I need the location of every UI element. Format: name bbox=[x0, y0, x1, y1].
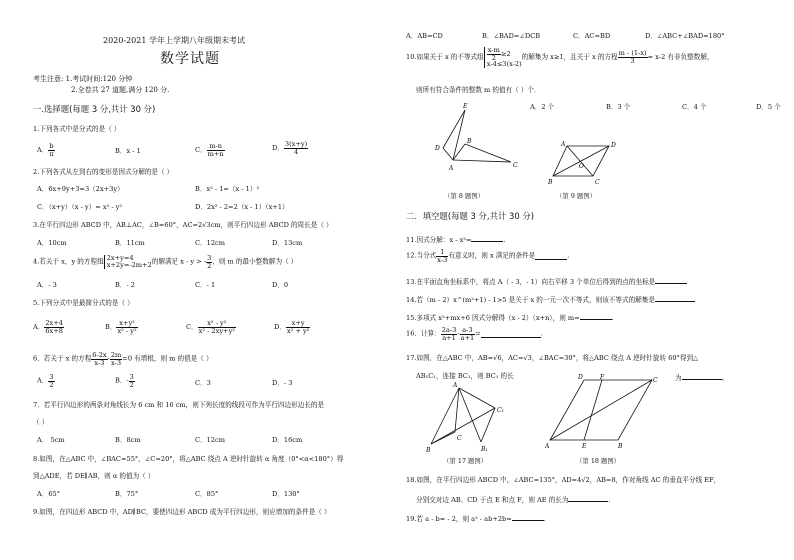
q7-option-d: D．16cm bbox=[272, 436, 303, 444]
question-18: 18.如图，在平行四边形 ABCD 中，∠ABC=135°，AD=4√2，AB=8，作对角线 AC 的垂直平分线 EF， bbox=[406, 476, 721, 484]
fig8-label-c: C bbox=[513, 162, 518, 169]
q8-option-d: D．130° bbox=[272, 490, 300, 498]
q6-option-a: A． $\frac{3}{2}$ bbox=[37, 373, 54, 389]
section-2-heading: 二．填空题(每题 3 分,共计 30 分) bbox=[406, 211, 534, 221]
q10-option-b: B．3 个 bbox=[606, 103, 631, 111]
q2-option-b: B．x² - 1=（x - 1）² bbox=[195, 185, 260, 193]
fig17-edge-ab bbox=[431, 388, 459, 444]
q5-option-c: C． $\frac{\text{x² - y²}}{\text{x² - 2xy+y²}}$ bbox=[186, 319, 235, 335]
fig9-diag-ac bbox=[567, 146, 593, 176]
q1-option-b: B．x - 1 bbox=[115, 147, 141, 155]
fig9-label-d: D bbox=[611, 142, 616, 149]
q8-option-b: B．75° bbox=[115, 490, 139, 498]
question-19: 19.若 a - b= - 2，则 a² - ab+2b= . bbox=[406, 515, 546, 523]
q5-option-b: B． $\frac{\text{x+y²}}{\text{x² - y²}}$ bbox=[105, 319, 137, 335]
figure-18 bbox=[544, 372, 662, 450]
notice-line-2: 2.全卷共 27 道题,满分 120 分. bbox=[71, 86, 170, 94]
q1-option-a: A． $\frac{b}{\pi}$ bbox=[37, 142, 54, 158]
q6-option-d: D．- 3 bbox=[272, 379, 293, 387]
q7-option-a: A． 5cm bbox=[37, 436, 65, 444]
question-14: 14.若（m - 2）x^(m²+1) - 1>5 是关于 x 的一元一次不等式，则该不等式的解集是 bbox=[406, 295, 695, 305]
fig18-perp-ef bbox=[584, 380, 602, 440]
section-1-heading: 一.选择题(每题 3 分,共计 30 分) bbox=[33, 104, 156, 114]
q9-option-c: C．AC=BD bbox=[573, 32, 611, 40]
question-3: 3.在平行四边形 ABCD 中，AB⊥AC，∠B=60°，AC=2√3cm，则平行四边形 ABCD 的周长是（ ） bbox=[33, 221, 333, 229]
q10-option-a: A．2 个 bbox=[530, 103, 555, 111]
figure-17 bbox=[425, 380, 517, 455]
q4-option-b: B．- 2 bbox=[115, 281, 135, 289]
question-12: 12.当分式 $\frac{1}{x-3}$ 有意义时，则 x 满足的条件是 . bbox=[406, 248, 570, 264]
q9-option-b: B．∠BAD=∠DCB bbox=[482, 32, 541, 40]
q2-option-c: C．（x+y）（x - y）= x² - y² bbox=[37, 203, 123, 211]
q3-option-b: B．11cm bbox=[115, 239, 145, 247]
question-15: 15.多项式 x²+mx+6 因式分解得（x - 2）（x+n），则 m= . bbox=[406, 314, 614, 322]
question-7: 7．若平行四边形的两条对角线长为 6 cm 和 16 cm，则下列长度的线段可作为平行四边形边长的是 bbox=[33, 401, 325, 409]
fig9-label-o: O bbox=[579, 163, 584, 170]
q10-option-c: C．4 个 bbox=[682, 103, 707, 111]
figure-9-caption: （第 9 题图） bbox=[556, 192, 597, 200]
fig8-label-e: E bbox=[463, 103, 468, 110]
question-10: 10.如果关于 x 的不等式组 $\frac{x-m}{2}$ ≥2 x-4≤3(x-2) 的解集为 x≥1，且关于 x 的方程 $\frac{m - (1-x)}{3}$ = x-2 有非负整数解， bbox=[406, 46, 714, 69]
q2-option-a: A．6x+9y+3=3（2x+3y） bbox=[37, 185, 124, 193]
fig17-edge-c1b1 bbox=[481, 408, 495, 442]
figure-8-caption: （第 8 题图） bbox=[444, 192, 485, 200]
fig8-edge-ac bbox=[453, 160, 511, 162]
fig8-edge-bc bbox=[465, 144, 511, 162]
question-7-paren: （ ） bbox=[33, 418, 49, 426]
figure-17-caption: （第 17 题图） bbox=[443, 457, 488, 465]
exam-title: 2020-2021 学年上学期八年级期末考试 bbox=[103, 36, 245, 45]
q3-option-c: C．12cm bbox=[195, 239, 225, 247]
fig8-edge-ed bbox=[443, 110, 465, 148]
question-10-cont: 则所有符合条件的整数 m 的值有（ ）个． bbox=[416, 86, 541, 94]
q4-option-a: A．- 3 bbox=[37, 281, 57, 289]
fig8-edge-da bbox=[443, 148, 453, 160]
question-5: 5.下列分式中是最简分式的是（ ） bbox=[33, 299, 134, 307]
notice-line-1: 考生注意: 1.考试时间:120 分钟 bbox=[33, 75, 133, 83]
q8-option-c: C．85° bbox=[195, 490, 219, 498]
fig17-label-b: B bbox=[426, 447, 431, 454]
question-1: 1.下列各式中是分式的是（ ） bbox=[33, 125, 121, 133]
question-8-cont: 到△ADE，若 DE∥AB，则 α 的值为（ ） bbox=[33, 472, 155, 480]
q7-option-b: B．8cm bbox=[115, 436, 141, 444]
question-11: 11.因式分解：x - x³= . bbox=[406, 236, 506, 244]
fig17-label-b1: B₁ bbox=[481, 446, 488, 453]
q5-option-d: D． $\frac{x+y}{\text{x² + y²}}$ bbox=[274, 319, 310, 335]
fig17-edge-ab1 bbox=[459, 388, 481, 442]
fig18-label-d: D bbox=[578, 374, 583, 381]
fig17-edge-ac1 bbox=[459, 388, 495, 408]
figure-18-caption: （第 18 题图） bbox=[576, 457, 621, 465]
fig17-label-a: A bbox=[453, 382, 458, 389]
fig8-label-d: D bbox=[435, 145, 440, 152]
q9-option-d: D．∠ABC+∠BAD=180° bbox=[645, 32, 725, 40]
question-2: 2.下列各式从左到右的变形是因式分解的是（ ） bbox=[33, 168, 174, 176]
q10-option-d: D．5 个 bbox=[756, 103, 781, 111]
fig17-label-c1: C₁ bbox=[497, 407, 504, 414]
figure-8 bbox=[425, 100, 525, 180]
q9-option-a: A．AB=CD bbox=[406, 32, 443, 40]
fig18-label-b: B bbox=[618, 443, 623, 450]
q3-option-a: A．10cm bbox=[37, 239, 67, 247]
q7-option-c: C．12cm bbox=[195, 436, 225, 444]
subject-title: 数学试题 bbox=[160, 51, 220, 67]
question-13: 13.在平面直角坐标系中，将点 A（ - 3，- 1）向右平移 3 个单位后得到的点的坐标是 bbox=[406, 277, 687, 287]
figure-9 bbox=[545, 138, 625, 188]
question-9: 9.如图，在四边形 ABCD 中，AD∥BC，要使四边形 ABCD 成为平行四边形，则应增加的条件是（ ） bbox=[33, 508, 331, 516]
fig8-label-b: B bbox=[467, 138, 472, 145]
q4-option-d: D．0 bbox=[272, 281, 289, 289]
q3-option-d: D．13cm bbox=[272, 239, 303, 247]
q1-option-c: C． $\frac{m-n}{m+n}$ bbox=[195, 142, 224, 158]
q6-option-b: B．- $\frac{3}{2}$ bbox=[115, 373, 134, 389]
fig17-edge-bc1 bbox=[431, 408, 495, 444]
fig18-label-e: E bbox=[582, 443, 587, 450]
question-17: 17.如图，在△ABC 中，AB=√6，AC=√3，∠BAC=30°，将△ABC 绕点 A 逆时针旋转 60°得到△ bbox=[406, 354, 699, 362]
q4-option-c: C．- 1 bbox=[195, 281, 216, 289]
question-17-cont-a: AB₁C₁，连接 BC₁，则 BC₁ 的长 bbox=[416, 372, 514, 380]
fig18-label-f: F bbox=[600, 374, 605, 381]
fig18-diag-ac bbox=[550, 380, 652, 440]
fig9-label-b: B bbox=[548, 179, 553, 186]
question-16: 16．计算： $\frac{2a-3}{a+1}$ - $\frac{a-3}{a+1}$ = . bbox=[406, 326, 543, 342]
question-17-cont-b: 为 。 bbox=[675, 374, 729, 382]
question-6: 6．若关于 x 的方程 $\frac{6-2x}{x-3}$ - $\frac{2m}{x-3}$ =0 有增根，则 m 的值是（ ） bbox=[33, 351, 213, 367]
q8-option-a: A．65° bbox=[37, 490, 61, 498]
q2-option-d: D．2x² - 2=2（x - 1）（x+1） bbox=[195, 203, 289, 211]
fig18-label-c: C bbox=[653, 377, 658, 384]
fig9-label-c: C bbox=[595, 179, 600, 186]
q6-option-c: C．3 bbox=[195, 379, 211, 387]
fig18-label-a: A bbox=[545, 443, 550, 450]
q5-option-a: A． $\frac{2x+4}{6x+8}$ bbox=[33, 319, 63, 335]
question-4: 4.若关于 x，y 的方程组 2x+y=4 x+2y=-2m+2 的解满足 x - y > - $\frac{3}{2}$ ，则 m 的最小整数解为（ ） bbox=[33, 254, 298, 270]
fig8-label-a: A bbox=[449, 165, 454, 172]
question-18-cont: 分别交对边 AB、CD 于点 E 和点 F，则 AE 的长为 . bbox=[416, 496, 611, 504]
fig9-label-a: A bbox=[561, 141, 566, 148]
q1-option-d: D． $\frac{3(x+y)}{4}$ bbox=[272, 140, 308, 156]
fig17-label-c: C bbox=[457, 435, 462, 442]
question-8: 8.如图，在△ABC 中，∠BAC=55°，∠C=20°，将△ABC 绕点 A 逆时针旋转 α 角度（0°<α<180°）得 bbox=[33, 455, 344, 463]
